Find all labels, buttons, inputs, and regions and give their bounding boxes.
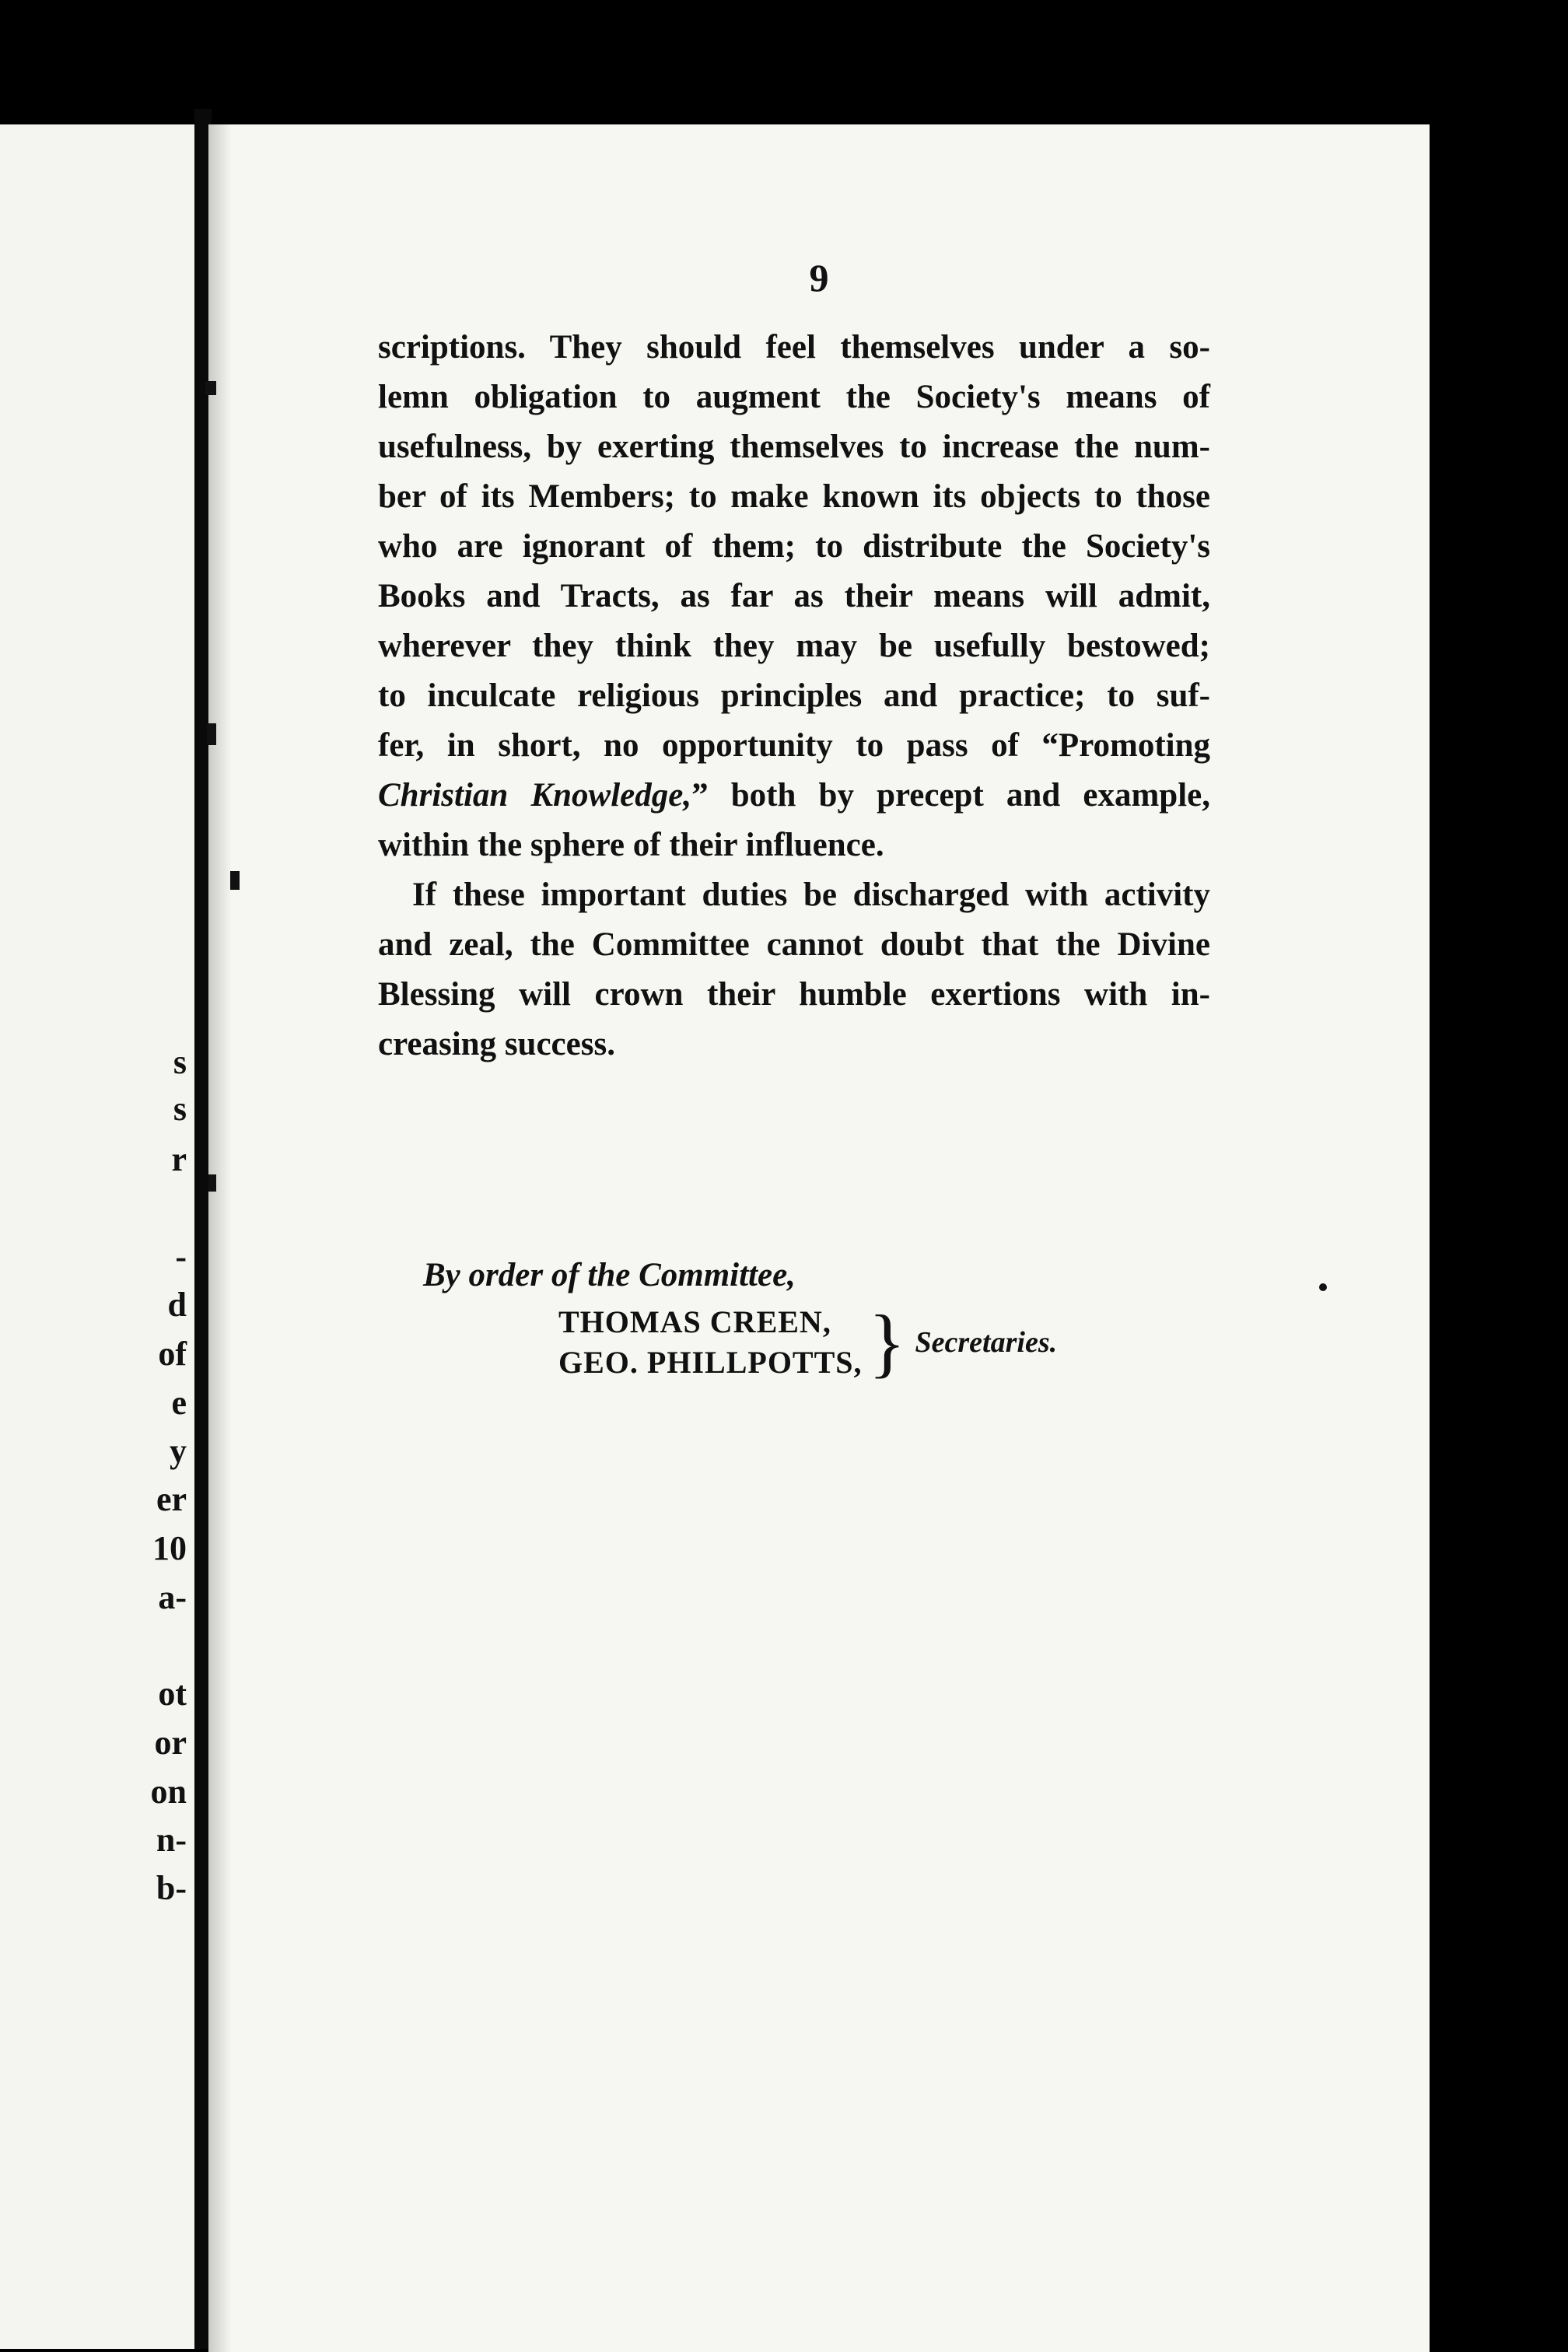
text-line: wherever they think they may be usefully bestowed;: [378, 628, 1210, 664]
speck-mark: [230, 871, 240, 890]
text-line: within the sphere of their influence.: [378, 827, 884, 863]
text-line: lemn obligation to augment the Society's means of: [378, 379, 1210, 415]
left-fragment: s: [173, 1043, 187, 1081]
signature-order: By order of the Committee,: [423, 1257, 796, 1293]
left-fragment: d: [167, 1286, 187, 1324]
left-fragment: -: [175, 1237, 187, 1276]
text-line-tail: ” both by precept and example,: [691, 777, 1210, 814]
italic-title: Christian Knowledge,: [378, 777, 692, 814]
page-fold-shadow: [208, 124, 232, 2352]
text-line: fer, in short, no opportunity to pass of “Promoting: [378, 727, 1210, 764]
text-line: Blessing will crown their humble exertions with in-: [378, 976, 1210, 1013]
left-fragment: or: [154, 1724, 187, 1762]
text-line-mixed: [378, 771, 1210, 821]
left-fragment: a-: [158, 1578, 187, 1616]
text-line: creasing success.: [378, 1026, 615, 1062]
signature-block: [378, 1256, 1210, 1383]
text-line: If these important duties be discharged with activity: [412, 877, 1210, 913]
left-fragment: b-: [156, 1869, 187, 1907]
left-fragment: n-: [156, 1821, 187, 1859]
speck-mark: [1319, 1283, 1327, 1291]
signature-name: THOMAS CREEN,: [558, 1304, 831, 1339]
left-fragment: on: [150, 1773, 187, 1811]
left-fragment: 10: [152, 1529, 187, 1567]
left-fragment: of: [158, 1335, 187, 1373]
text-line: usefulness, by exerting themselves to increase the num-: [378, 429, 1210, 465]
left-fragment: e: [171, 1384, 187, 1422]
text-line: ber of its Members; to make known its objects to those: [378, 478, 1210, 515]
left-fragment: er: [156, 1480, 187, 1518]
left-page-fragments: [0, 124, 194, 2349]
signature-role: Secretaries.: [915, 1326, 1058, 1359]
left-fragment: s: [173, 1090, 187, 1128]
text-line: and zeal, the Committee cannot doubt that the Divine: [378, 926, 1210, 963]
left-page-edge: [0, 124, 194, 2349]
left-fragment: r: [171, 1140, 187, 1178]
speck-mark: [208, 1174, 216, 1192]
right-dark-edge: [1430, 124, 1568, 2352]
body-text: [378, 323, 1210, 1069]
brace-icon: }: [868, 1299, 906, 1385]
signature-name: GEO. PHILLPOTTS,: [558, 1345, 863, 1380]
text-line: Books and Tracts, as far as their means will admit,: [378, 578, 1210, 614]
page-number: 9: [809, 256, 829, 299]
signature-names-block: [558, 1299, 1210, 1385]
text-line: who are ignorant of them; to distribute the Society's: [378, 528, 1210, 565]
text-line: scriptions. They should feel themselves under a so-: [378, 329, 1210, 366]
left-fragment: ot: [158, 1675, 187, 1713]
speck-mark: [207, 723, 216, 745]
signature-names: [558, 1302, 863, 1383]
text-line: to inculcate religious principles and practice; to suf-: [378, 677, 1210, 714]
speck-mark: [205, 381, 216, 395]
left-fragment: y: [170, 1432, 187, 1470]
document-page: [208, 124, 1430, 2352]
